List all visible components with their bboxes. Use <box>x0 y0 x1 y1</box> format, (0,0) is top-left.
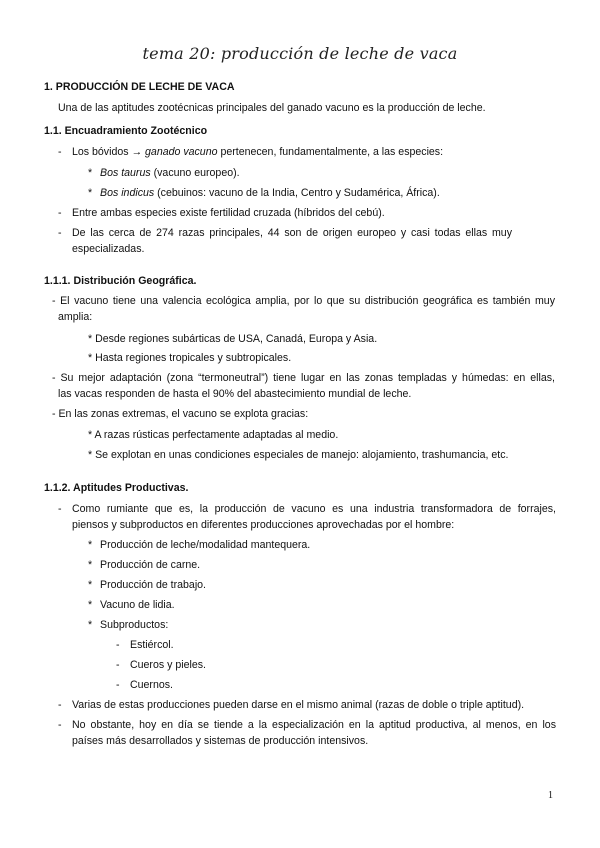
valencia-line-1: - El vacuno tiene una valencia ecológica amplia, por lo que su distribución geográfica es también muy <box>52 295 555 307</box>
dash-bullet: - <box>58 699 62 711</box>
star-bullet: * <box>88 579 93 591</box>
section-1-1-heading: 1.1. Encuadramiento Zootécnico <box>44 125 208 137</box>
fertilidad-line: Entre ambas especies existe fertilidad cruzada (híbridos del cebú). <box>72 207 385 219</box>
extremas-item-2: * Se explotan en unas condiciones especiales de manejo: alojamiento, trashumancia, etc. <box>88 449 509 461</box>
produccion-item: Subproductos: <box>100 619 169 631</box>
dash-bullet: - <box>116 659 120 671</box>
star-bullet: * <box>88 187 93 199</box>
species-desc: (cebuinos: vacuno de la India, Centro y Sudamérica, África). <box>154 187 440 199</box>
section-1-intro: Una de las aptitudes zootécnicas principales del ganado vacuno es la producción de leche. <box>58 102 486 114</box>
bovidos-line <box>72 145 443 159</box>
ganado-vacuno-term: ganado vacuno <box>145 146 218 158</box>
species-item-2 <box>100 186 440 200</box>
produccion-item: Vacuno de lidia. <box>100 599 175 611</box>
extremas-item-1: * A razas rústicas perfectamente adaptadas al medio. <box>88 429 339 441</box>
subproducto-item: Estiércol. <box>130 639 174 651</box>
species-name: Bos taurus <box>100 167 151 179</box>
arrow-icon: → <box>131 146 143 158</box>
rumiante-line-1: Como rumiante que es, la producción de vacuno es una industria transformadora de forrajes, <box>72 503 556 515</box>
region-item-1: * Desde regiones subárticas de USA, Canadá, Europa y Asia. <box>88 333 378 345</box>
especializacion-line-1: No obstante, hoy en día se tiende a la especialización en la aptitud productiva, al menos, en los <box>72 719 556 731</box>
subproducto-item: Cuernos. <box>130 679 173 691</box>
razas-line-2: especializadas. <box>72 243 145 255</box>
dash-bullet: - <box>58 719 62 731</box>
page-number: 1 <box>548 790 553 801</box>
star-bullet: * <box>88 599 93 611</box>
species-name: Bos indicus <box>100 187 155 199</box>
star-bullet: * <box>88 167 93 179</box>
species-desc: (vacuno europeo). <box>150 167 240 179</box>
produccion-item: Producción de trabajo. <box>100 579 207 591</box>
razas-line-1: De las cerca de 274 razas principales, 44 son de origen europeo y casi todas ellas muy <box>72 227 512 239</box>
adaptacion-line-2: las vacas responden de hasta el 90% del abastecimiento mundial de leche. <box>58 388 412 400</box>
adaptacion-line-1: - Su mejor adaptación (zona “termoneutral”) tiene lugar en las zonas templadas y húmedas: en ellas, <box>52 372 555 384</box>
section-1-1-1-heading: 1.1.1. Distribución Geográfica. <box>44 275 197 287</box>
section-1-heading: 1. PRODUCCIÓN DE LECHE DE VACA <box>44 81 235 93</box>
produccion-item: Producción de carne. <box>100 559 201 571</box>
valencia-line-2: amplia: <box>58 311 93 323</box>
especializacion-line-2: países más desarrollados y sistemas de producción intensivos. <box>72 735 369 747</box>
rumiante-line-2: piensos y subproductos en diferentes producciones aprovechadas por el hombre: <box>72 519 455 531</box>
produccion-item: Producción de leche/modalidad mantequera. <box>100 539 311 551</box>
extremas-line: - En las zonas extremas, el vacuno se explota gracias: <box>52 408 309 420</box>
page-title: tema 20: producción de leche de vaca <box>142 44 458 63</box>
species-item-1 <box>100 166 240 180</box>
dash-bullet: - <box>58 503 62 515</box>
subproducto-item: Cueros y pieles. <box>130 659 206 671</box>
star-bullet: * <box>88 559 93 571</box>
region-item-2: * Hasta regiones tropicales y subtropicales. <box>88 352 292 364</box>
bovidos-tail: pertenecen, fundamentalmente, a las especies: <box>217 146 444 158</box>
dash-bullet: - <box>116 639 120 651</box>
varias-line: Varias de estas producciones pueden darse en el mismo animal (razas de doble o triple aptitud). <box>72 699 525 711</box>
star-bullet: * <box>88 619 93 631</box>
dash-bullet: - <box>58 227 62 239</box>
dash-bullet: - <box>58 207 62 219</box>
star-bullet: * <box>88 539 93 551</box>
section-1-1-2-heading: 1.1.2. Aptitudes Productivas. <box>44 482 189 494</box>
dash-bullet: - <box>58 146 62 158</box>
dash-bullet: - <box>116 679 120 691</box>
bovidos-text: Los bóvidos <box>72 146 132 158</box>
